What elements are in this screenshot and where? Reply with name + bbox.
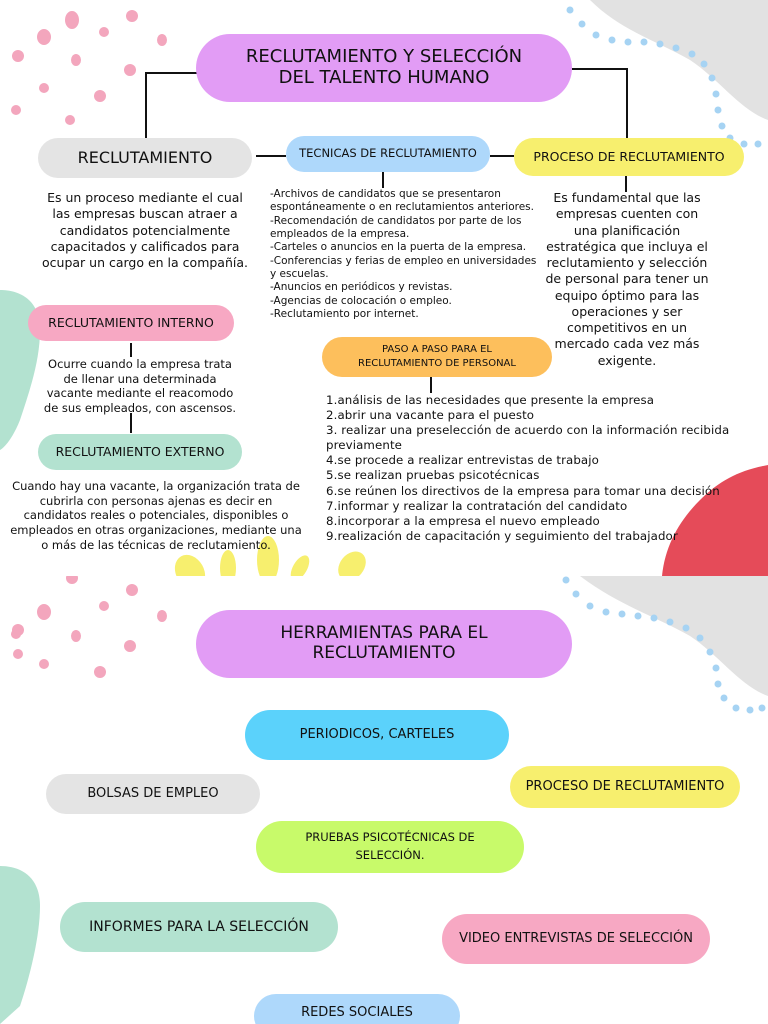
connector-line <box>382 172 384 188</box>
list-item: 7.informar y realizar la contratación del candidato <box>326 498 628 513</box>
list-item: 2.abrir una vacante para el puesto <box>326 408 535 423</box>
list-item: 1.análisis de las necesidades que presente la empresa <box>326 393 655 407</box>
interno-node <box>28 305 234 341</box>
list-item: 8.incorporar a la empresa el nuevo empleado <box>326 513 600 528</box>
tool-periodicos-label: PERIODICOS, CARTELES <box>299 726 455 742</box>
connector-line <box>626 68 628 138</box>
interno-description: Ocurre cuando la empresa trata de llenar una determinada vacante mediante el reacomodo de sus empleados, con ascensos. <box>43 357 237 416</box>
list-item: 9.realización de capacitación y seguimiento del trabajador <box>326 528 678 543</box>
reclutamiento-description: Es un proceso mediante el cual las empresas buscan atraer a candidatos potencialmente capacitados y calificados para ocupar un cargo en la compañía. <box>42 190 248 270</box>
proceso-description: Es fundamental que las empresas cuenten con una planificación estratégica que incluya el reclutamiento y selección de personal para tener un equipo óptimo para las operaciones y ser competitivos en un mercado cada vez más exigente. <box>545 190 709 368</box>
list-item: -Archivos de candidatos que se presentaron espontáneamente o en reclutamientos anteriores. <box>270 188 534 214</box>
tool-redes-label: REDES SOCIALES <box>301 1005 413 1020</box>
connector-line <box>145 72 147 138</box>
pasos-label: PASO A PASO PARA EL RECLUTAMIENTO DE PERSONAL <box>358 343 516 369</box>
externo-description: Cuando hay una vacante, la organización trata de cubrirla con personas ajenas es decir en candidatos reales o potenciales, disponibles o empleados en otras organizaciones, mediante una o más de las técnicas de reclutamiento. <box>10 479 302 552</box>
list-item: 4.se procede a realizar entrevistas de trabajo <box>326 453 599 468</box>
main-title <box>196 34 572 102</box>
list-item: 6.se reúnen los directivos de la empresa para tomar una decisión <box>326 483 720 498</box>
list-item: 3. realizar una preselección de acuerdo con la información recibida previamente <box>326 423 730 453</box>
tool-redes <box>254 994 460 1024</box>
externo-node <box>38 434 242 470</box>
page-2 <box>0 576 768 1024</box>
tecnicas-label: TECNICAS DE RECLUTAMIENTO <box>299 146 477 161</box>
list-item: -Carteles o anuncios en la puerta de la empresa. <box>270 241 527 254</box>
connector-line <box>430 375 432 393</box>
proceso-label: PROCESO DE RECLUTAMIENTO <box>533 148 725 164</box>
reclutamiento-node <box>38 138 252 178</box>
connector-line <box>256 155 286 157</box>
list-item: -Reclutamiento por internet. <box>270 307 419 320</box>
tecnicas-list <box>270 188 540 321</box>
reclutamiento-label: RECLUTAMIENTO <box>77 147 213 167</box>
tools-title-text: HERRAMIENTAS PARA EL RECLUTAMIENTO <box>280 623 488 663</box>
tool-informes <box>60 902 338 952</box>
connector-line <box>572 68 628 70</box>
tecnicas-node <box>286 136 490 172</box>
externo-label: RECLUTAMIENTO EXTERNO <box>55 443 225 459</box>
tool-pruebas <box>256 821 524 873</box>
tool-bolsas-label: BOLSAS DE EMPLEO <box>87 785 219 801</box>
list-item: -Recomendación de candidatos por parte de los empleados de la empresa. <box>270 214 522 240</box>
connector-line <box>145 72 197 74</box>
tool-pruebas-label: PRUEBAS PSICOTÉCNICAS DE SELECCIÓN. <box>305 830 475 862</box>
tool-video-label: VIDEO ENTREVISTAS DE SELECCIÓN <box>459 930 693 946</box>
tools-title <box>196 610 572 678</box>
pasos-list <box>326 393 766 544</box>
tool-informes-label: INFORMES PARA LA SELECCIÓN <box>89 918 309 935</box>
connector-line <box>130 343 132 357</box>
tool-proceso <box>510 766 740 808</box>
interno-label: RECLUTAMIENTO INTERNO <box>48 314 214 330</box>
connector-line <box>490 155 514 157</box>
tool-bolsas <box>46 774 260 814</box>
list-item: -Agencias de colocación o empleo. <box>270 294 452 307</box>
tool-periodicos <box>245 710 509 760</box>
connector-line <box>130 413 132 433</box>
main-title-text: RECLUTAMIENTO Y SELECCIÓN DEL TALENTO HUMANO <box>245 46 523 88</box>
pasos-node <box>322 337 552 377</box>
tool-proceso-label: PROCESO DE RECLUTAMIENTO <box>525 778 725 794</box>
tool-video <box>442 914 710 964</box>
list-item: 5.se realizan pruebas psicotécnicas <box>326 468 540 483</box>
list-item: -Conferencias y ferias de empleo en universidades y escuelas. <box>270 254 537 280</box>
list-item: -Anuncios en periódicos y revistas. <box>270 281 453 294</box>
proceso-node <box>514 138 744 176</box>
